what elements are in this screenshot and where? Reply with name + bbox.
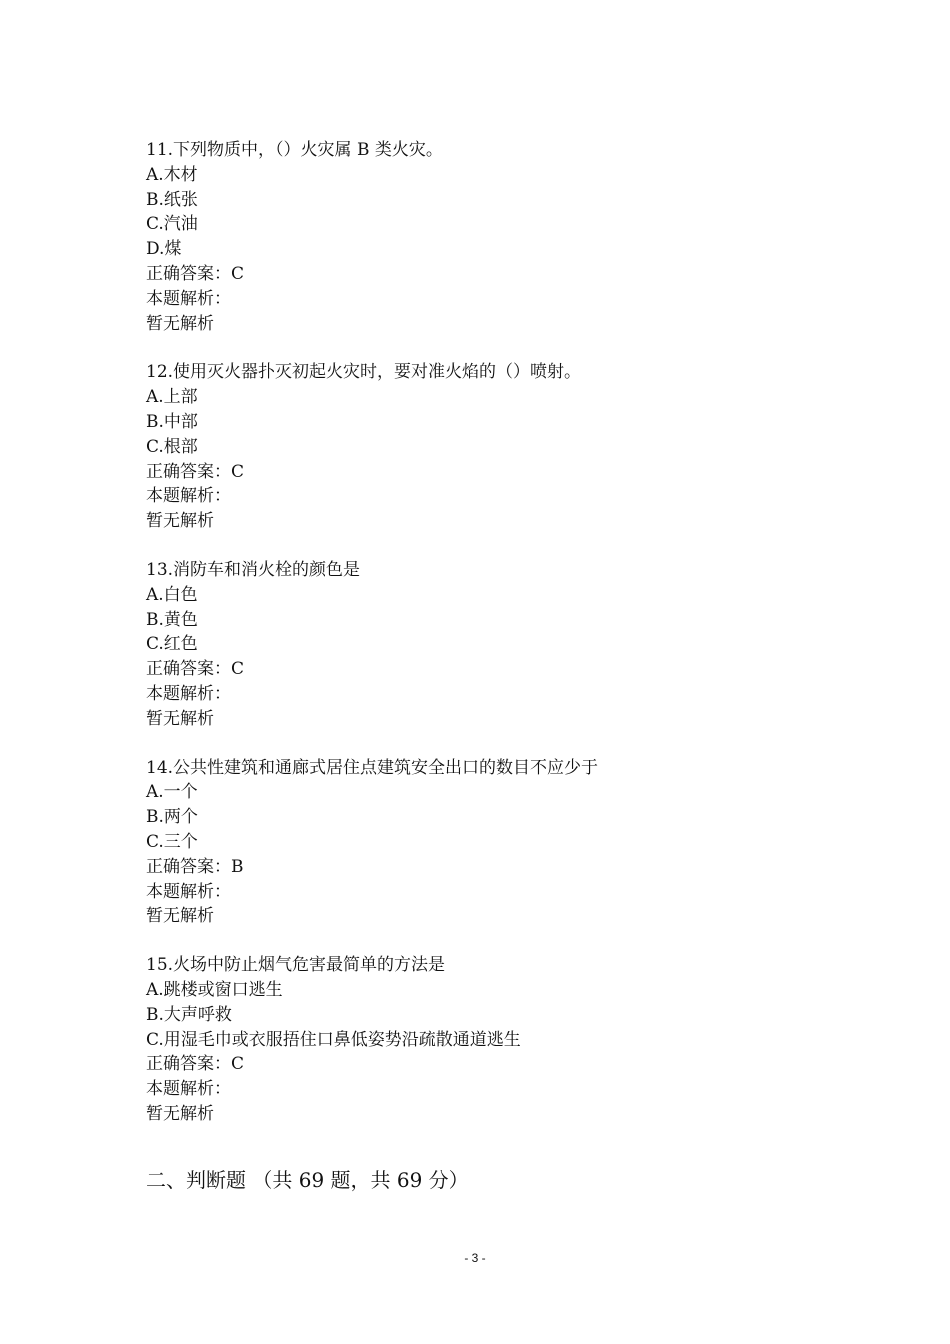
option-a: A.木材: [146, 164, 198, 185]
question-item: [146, 138, 846, 336]
question-list: [146, 138, 846, 1151]
question-item: [146, 953, 846, 1127]
analysis-text: 暂无解析: [146, 1103, 214, 1124]
question-stem: 15.火场中防止烟气危害最简单的方法是: [146, 955, 446, 976]
analysis-label: 本题解析：: [146, 486, 231, 507]
correct-answer: 正确答案：C: [146, 263, 245, 284]
question-stem: 11.下列物质中，（）火灾属 B 类火灾。: [146, 140, 443, 160]
option-c: C.汽油: [146, 214, 198, 235]
section-title: 二、判断题 （共 69 题，共 69 分）: [146, 1168, 469, 1192]
option-d: D.煤: [146, 239, 182, 260]
question-item: [146, 756, 846, 930]
analysis-label: 本题解析：: [146, 683, 231, 704]
option-c: C.红色: [146, 634, 198, 655]
option-b: B.中部: [146, 411, 198, 432]
option-c: C.根部: [146, 436, 198, 457]
analysis-text: 暂无解析: [146, 708, 214, 729]
analysis-label: 本题解析：: [146, 288, 231, 309]
option-c: C.用湿毛巾或衣服捂住口鼻低姿势沿疏散通道逃生: [146, 1029, 521, 1050]
page-number: - 3 -: [464, 1251, 486, 1265]
option-b: B.黄色: [146, 609, 198, 630]
question-stem: 13.消防车和消火栓的颜色是: [146, 559, 361, 580]
option-c: C.三个: [146, 831, 198, 852]
option-a: A.跳楼或窗口逃生: [146, 979, 283, 1000]
question-stem: 12.使用灭火器扑灭初起火灾时，要对准火焰的（）喷射。: [146, 362, 582, 383]
option-b: B.两个: [146, 807, 198, 828]
option-a: A.一个: [146, 782, 198, 803]
analysis-text: 暂无解析: [146, 906, 214, 927]
option-b: B.纸张: [146, 189, 198, 210]
correct-answer: 正确答案：C: [146, 461, 245, 482]
question-item: [146, 558, 846, 732]
correct-answer: 正确答案：C: [146, 1054, 245, 1075]
analysis-label: 本题解析：: [146, 881, 231, 902]
correct-answer: 正确答案：B: [146, 856, 244, 877]
analysis-text: 暂无解析: [146, 313, 214, 334]
analysis-label: 本题解析：: [146, 1079, 231, 1100]
option-a: A.上部: [146, 387, 198, 408]
option-a: A.白色: [146, 584, 198, 605]
question-item: [146, 360, 846, 534]
correct-answer: 正确答案：C: [146, 659, 245, 680]
analysis-text: 暂无解析: [146, 511, 214, 532]
option-b: B.大声呼救: [146, 1004, 232, 1025]
question-stem: 14.公共性建筑和通廊式居住点建筑安全出口的数目不应少于: [146, 757, 599, 778]
